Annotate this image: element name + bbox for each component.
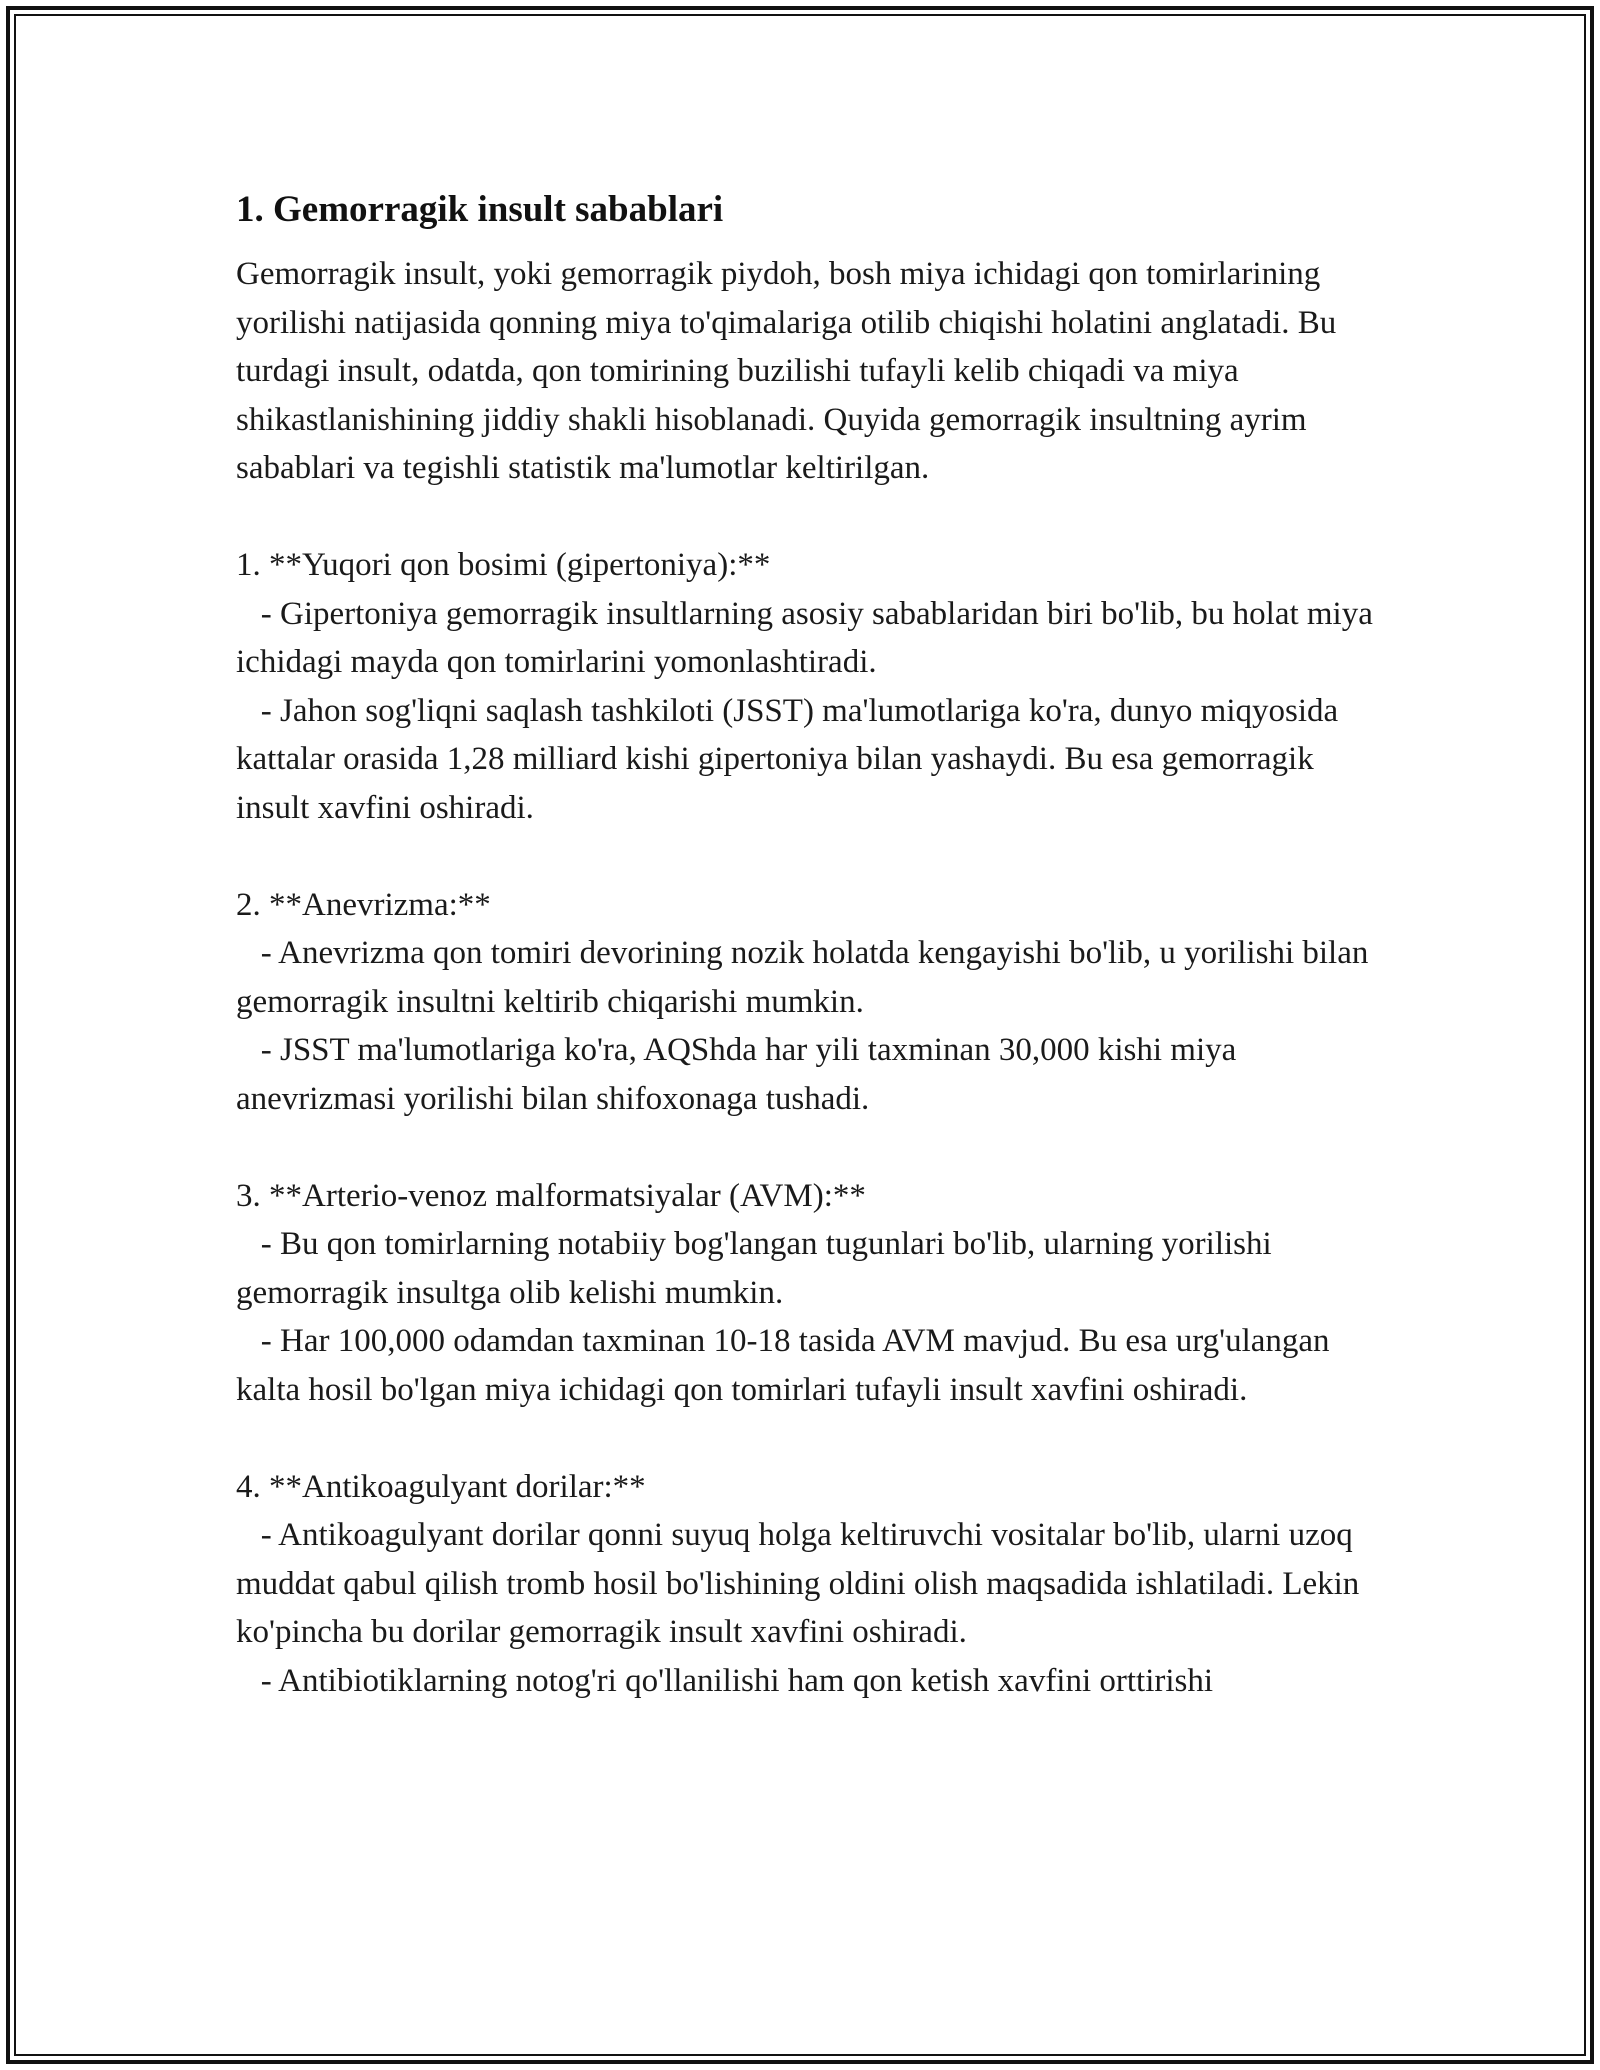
section-spacer	[236, 1123, 1376, 1172]
section-spacer	[236, 493, 1376, 542]
section-anticoagulants	[236, 1463, 1376, 1706]
page-title: 1. Gemorragik insult sabablari	[236, 189, 724, 230]
section-heading: 3. **Arterio-venoz malformatsiyalar (AVM):**	[236, 1177, 866, 1214]
section-aneurysm	[236, 881, 1376, 1124]
list-item: - JSST ma'lumotlariga ko'ra, AQShda har yili taxminan 30,000 kishi miya anevrizmasi yorilishi bilan shifoxonaga tushadi.	[236, 1032, 1245, 1117]
document-body	[236, 186, 1382, 1705]
section-hypertension	[236, 541, 1382, 832]
list-item: - Jahon sog'liqni saqlash tashkiloti (JSST) ma'lumotlariga ko'ra, dunyo miqyosida kattalar orasida 1,28 milliard kishi gipertoniya bilan yashaydi. Bu esa gemorragik insult xavfini oshiradi.	[236, 692, 1347, 826]
section-spacer	[236, 832, 1376, 881]
list-item: - Bu qon tomirlarning notabiiy bog'langan tugunlari bo'lib, ularning yorilishi gemorragik insultga olib kelishi mumkin.	[236, 1226, 1280, 1311]
section-avm	[236, 1172, 1376, 1415]
list-item: - Antikoagulyant dorilar qonni suyuq holga keltiruvchi vositalar bo'lib, ularni uzoq muddat qabul qilish tromb hosil bo'lishining oldini olish maqsadida ishlatiladi. Lekin ko'pincha bu dorilar gemorragik insult xavfini oshiradi.	[236, 1517, 1368, 1650]
section-spacer	[236, 1414, 1376, 1463]
list-item: - Antibiotiklarning notog'ri qo'llanilishi ham qon ketish xavfini orttirishi	[236, 1662, 1214, 1699]
section-heading: 4. **Antikoagulyant dorilar:**	[236, 1468, 646, 1505]
list-item: - Anevrizma qon tomiri devorining nozik holatda kengayishi bo'lib, u yorilishi bilan gemorragik insultni keltirib chiqarishi mumkin.	[236, 935, 1377, 1020]
intro-paragraph: Gemorragik insult, yoki gemorragik piydoh, bosh miya ichidagi qon tomirlarining yorilishi natijasida qonning miya to'qimalariga otilib chiqishi holatini anglatadi. Bu turdagi insult, odatda, qon tomirining buzilishi tufayli kelib chiqadi va miya shikastlanishining jiddiy shakli hisoblanadi. Quyida gemorragik insultning ayrim sabablari va tegishli statistik ma'lumotlar keltirilgan.	[236, 256, 1345, 486]
section-heading: 1. **Yuqori qon bosimi (gipertoniya):**	[236, 547, 771, 583]
list-item: - Har 100,000 odamdan taxminan 10-18 tasida AVM mavjud. Bu esa urg'ulangan kalta hosil bo'lgan miya ichidagi qon tomirlari tufayli insult xavfini oshiradi.	[236, 1323, 1338, 1408]
list-item: - Gipertoniya gemorragik insultlarning asosiy sabablaridan biri bo'lib, bu holat miya ichidagi mayda qon tomirlarini yomonlashtiradi.	[236, 595, 1382, 680]
section-heading: 2. **Anevrizma:**	[236, 886, 491, 923]
